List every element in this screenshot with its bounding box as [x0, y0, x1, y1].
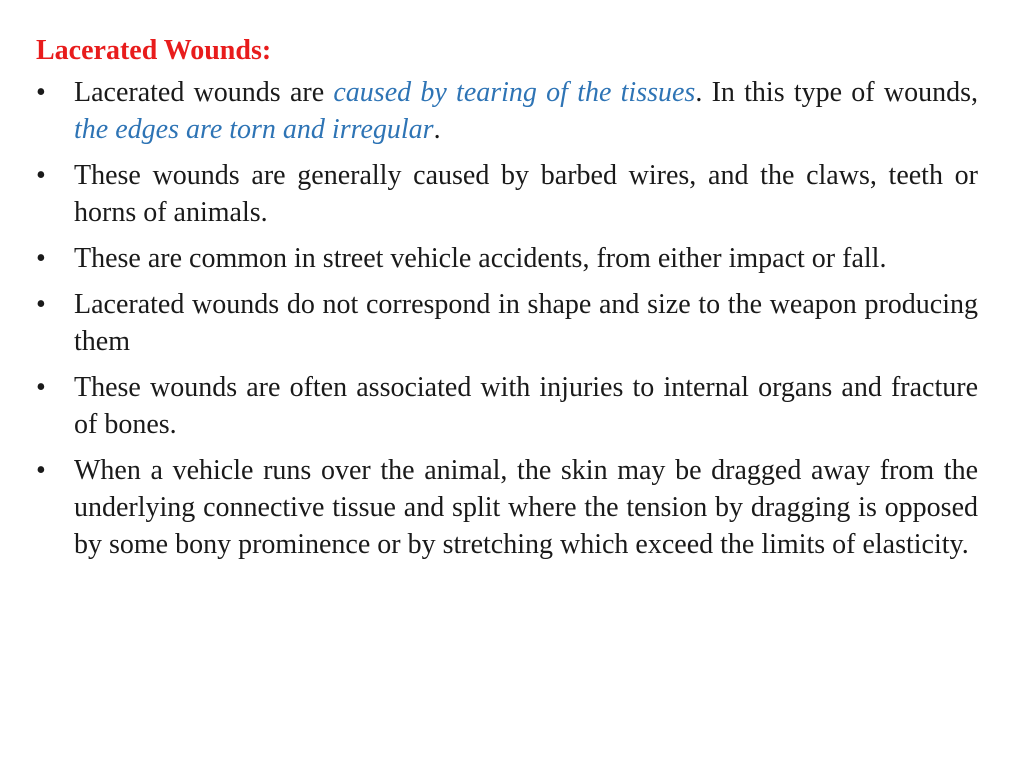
body-text: These wounds are generally caused by barbed wires, and the claws, teeth or horns of animals.: [74, 160, 978, 228]
body-text: Lacerated wounds do not correspond in shape and size to the weapon producing them: [74, 289, 978, 357]
bullet-item: [36, 369, 978, 443]
bullet-item: [36, 286, 978, 360]
bullet-text: [74, 455, 978, 560]
bullet-dot-icon: •: [36, 455, 46, 486]
bullet-text: [74, 160, 978, 228]
bullet-list: [36, 74, 978, 563]
bullet-item: [36, 240, 978, 277]
bullet-text: [74, 289, 978, 357]
bullet-dot-icon: •: [36, 372, 46, 403]
body-text: When a vehicle runs over the animal, the skin may be dragged away from the underlying connective tissue and split where the tension by dragging is opposed by some bony prominence or by stretching which exceed the limits of elasticity.: [74, 455, 978, 560]
body-text: .: [433, 114, 441, 145]
bullet-text: [74, 243, 886, 274]
body-text: Lacerated wounds are: [74, 77, 334, 108]
bullet-dot-icon: •: [36, 160, 46, 191]
bullet-dot-icon: •: [36, 289, 46, 320]
bullet-text: [74, 372, 978, 440]
slide-title: Lacerated Wounds:: [36, 35, 272, 66]
body-text: These wounds are often associated with injuries to internal organs and fracture of bones.: [74, 372, 978, 440]
bullet-dot-icon: •: [36, 243, 46, 274]
bullet-dot-icon: •: [36, 77, 46, 108]
bullet-item: [36, 452, 978, 563]
body-text: These are common in street vehicle accidents, from either impact or fall.: [74, 243, 887, 274]
bullet-item: [36, 74, 978, 148]
body-text: . In this type of wounds,: [695, 77, 978, 108]
bullet-item: [36, 157, 978, 231]
emphasis-text: caused by tearing of the tissues: [333, 77, 696, 108]
bullet-text: [74, 77, 978, 145]
emphasis-text: the edges are torn and irregular: [74, 114, 434, 145]
